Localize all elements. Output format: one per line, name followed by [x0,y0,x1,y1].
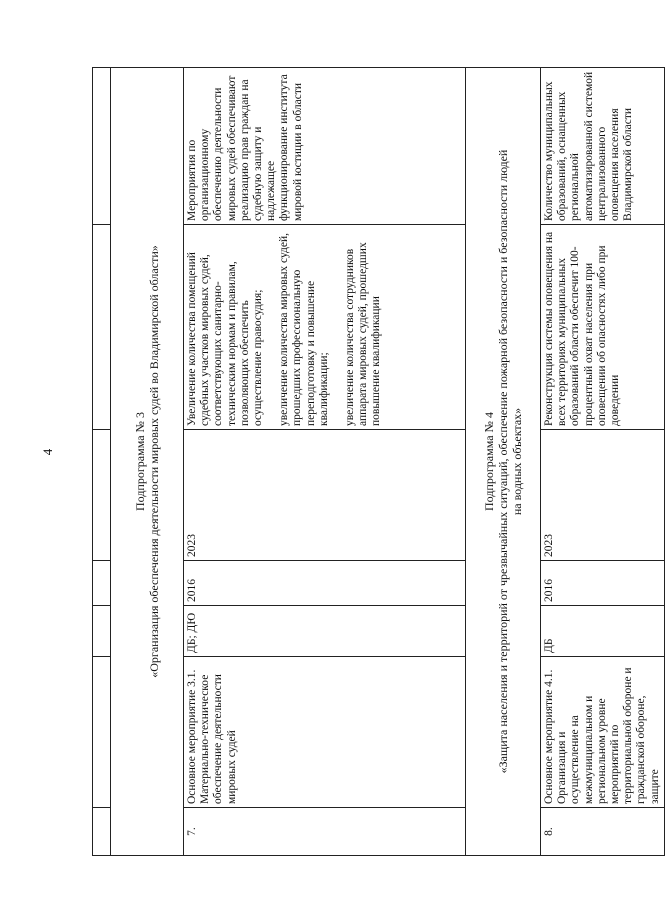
subprogram-4-title: Подпрограмма № 4 [482,412,496,511]
effect-cell: Мероприятия по организационному обеспечению деятельности мировых судей обеспечивают реализацию прав граждан на судебную защиту и надлежащее функционирование института мировой юстиции в области [184,68,466,225]
result-item: увеличение количества мировых судей, прошедших профессиональную переподготовку и повышение квалификации; [278,232,330,426]
executor-cell: ДБ [541,606,665,657]
subprogram-4-subtitle: «Защита населения и территорий от чрезвычайных ситуаций, обеспечение пожарной безопасности и безопасности людей [496,149,510,774]
subprogram-3-subtitle: «Организация обеспечения деятельности мировых судей во Владимирской области» [147,245,161,678]
measure-cell: Основное мероприятие 4.1. Организация и осуществление на межмуниципальном и региональном уровне мероприятий по территориальной обороне и гражданской обороне, защите [541,657,665,808]
subprogram-3-header-row [111,68,184,856]
table-row [184,68,466,856]
subprogram-4-header-row [466,68,541,856]
start-year-cell: 2016 [184,561,466,606]
subprogram-4-subtitle-end: на водных объектах» [510,407,524,516]
executor-cell: ДБ; ДЮ [184,606,466,657]
result-item: Увеличение количества помещений судебных участков мировых судей, соответствующих санитарно-техническим нормам и правилам, позволяющих обеспечить осуществление правосудия; [186,252,265,426]
table-top-row [93,68,111,856]
table-row [541,68,665,856]
row-number: 8. [541,808,665,856]
rotated-table-sheet [92,68,661,856]
end-year-cell: 2023 [184,430,466,561]
measure-cell: Основное мероприятие 3.1. Материально-техническое обеспечение деятельности мировых судей [184,657,466,808]
start-year-cell: 2016 [541,561,665,606]
result-cell: Реконструкция системы оповещения на всех территориях муниципальных образований области обеспечит 100-процентный охват населения при оповещении об опасностях либо при доведении [541,225,665,430]
row-number: 7. [184,808,466,856]
result-item: увеличение количества сотрудников аппарата мировых судей, прошедших повышение квалификации [344,242,383,426]
effect-cell: Количество муниципальных образований, оснащенных региональной автоматизированной системой централизованного оповещения населения Владимирской области [541,68,665,225]
end-year-cell: 2023 [541,430,665,561]
subprogram-3-title: Подпрограмма № 3 [133,412,147,511]
program-measures-table [92,67,665,856]
result-cell [184,225,466,430]
page-number: 4 [40,448,55,456]
